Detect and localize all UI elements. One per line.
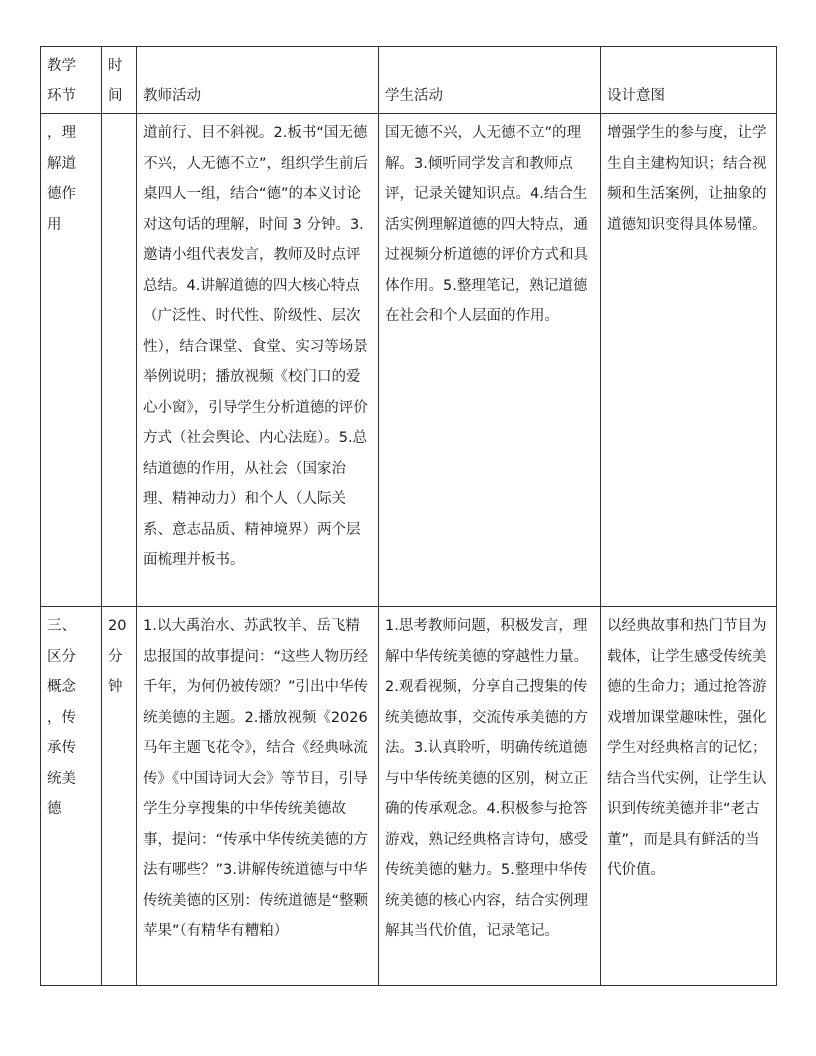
lesson-plan-table <box>40 46 777 986</box>
header-student: 学生活动 <box>379 47 601 114</box>
time-cell <box>102 114 137 607</box>
stage-line: ，理 <box>47 125 76 141</box>
header-intent: 设计意图 <box>601 47 777 114</box>
stage-line: 概念 <box>47 679 76 695</box>
design-intent-cell: 增强学生的参与度，让学生自主建构知识；结合视频和生活案例，让抽象的道德知识变得具体易懂。 <box>601 114 777 607</box>
header-row <box>41 47 777 114</box>
stage-line: 德作 <box>47 186 76 202</box>
stage-line: 三、 <box>47 618 76 634</box>
table-row <box>41 114 777 607</box>
header-stage-line: 环节 <box>47 88 76 104</box>
teacher-activity-cell: 道前行、目不斜视。2.板书“国无德不兴，人无德不立”，组织学生前后桌四人一组，结合“德”的本义讨论对这句话的理解，时间 3 分钟。3.邀请小组代表发言，教师及时点评总结。4.讲解道德的四大核心特点（广泛性、时代性、阶级性、层次性），结合课堂、食堂、实习等场景举例说明；播放视频《校门口的爱心小窗》，引导学生分析道德的评价方式（社会舆论、内心法庭）。5.总结道德的作用，从社会（国家治理、精神动力）和个人（人际关系、意志品质、精神境界）两个层面梳理并板书。 <box>137 114 379 607</box>
time-line: 20 <box>108 618 127 634</box>
student-activity-cell: 1.思考教师问题，积极发言，理解中华传统美德的穿越性力量。2.观看视频，分享自己搜集的传统美德故事，交流传承美德的方法。3.认真聆听，明确传统道德与中华传统美德的区别，树立正确的传承观念。4.积极参与抢答游戏，熟记经典格言诗句，感受传统美德的魅力。5.整理中华传统美德的核心内容，结合实例理解其当代价值，记录笔记。 <box>379 607 601 986</box>
header-time <box>102 47 137 114</box>
student-activity-cell: 国无德不兴，人无德不立”的理解。3.倾听同学发言和教师点评，记录关键知识点。4.结合生活实例理解道德的四大特点，通过视频分析道德的评价方式和具体作用。5.整理笔记，熟记道德在社会和个人层面的作用。 <box>379 114 601 607</box>
stage-line: 用 <box>47 216 62 233</box>
design-intent-cell: 以经典故事和热门节目为载体，让学生感受传统美德的生命力；通过抢答游戏增加课堂趣味性，强化学生对经典格言的记忆；结合当代实例，让学生认识到传统美德并非“老古董”，而是具有鲜活的当代价值。 <box>601 607 777 986</box>
header-teacher: 教师活动 <box>137 47 379 114</box>
header-time-line: 时 <box>108 58 123 74</box>
stage-cell <box>41 607 102 986</box>
time-line: 分 <box>108 648 123 665</box>
stage-line: 统美 <box>47 770 76 787</box>
stage-line: ，传 <box>47 709 76 726</box>
stage-cell <box>41 114 102 607</box>
table-row <box>41 607 777 986</box>
header-time-line: 间 <box>108 88 123 104</box>
header-stage-line: 教学 <box>47 58 76 74</box>
time-line: 钟 <box>108 679 123 695</box>
time-cell <box>102 607 137 986</box>
stage-line: 解道 <box>47 155 76 172</box>
teacher-activity-cell: 1.以大禹治水、苏武牧羊、岳飞精忠报国的故事提问：“这些人物历经千年，为何仍被传颂？”引出中华传统美德的主题。2.播放视频《2026 马年主题飞花令》，结合《经典咏流传》《中国诗词大会》等节目，引导学生分享搜集的中华传统美德故事，提问：“传承中华传统美德的方法有哪些？”3.讲解传统道德与中华传统美德的区别：传统道德是“整颗苹果”（有精华有糟粕） <box>137 607 379 986</box>
header-stage <box>41 47 102 114</box>
stage-line: 区分 <box>47 648 76 665</box>
stage-line: 承传 <box>47 740 76 756</box>
stage-line: 德 <box>47 801 62 817</box>
